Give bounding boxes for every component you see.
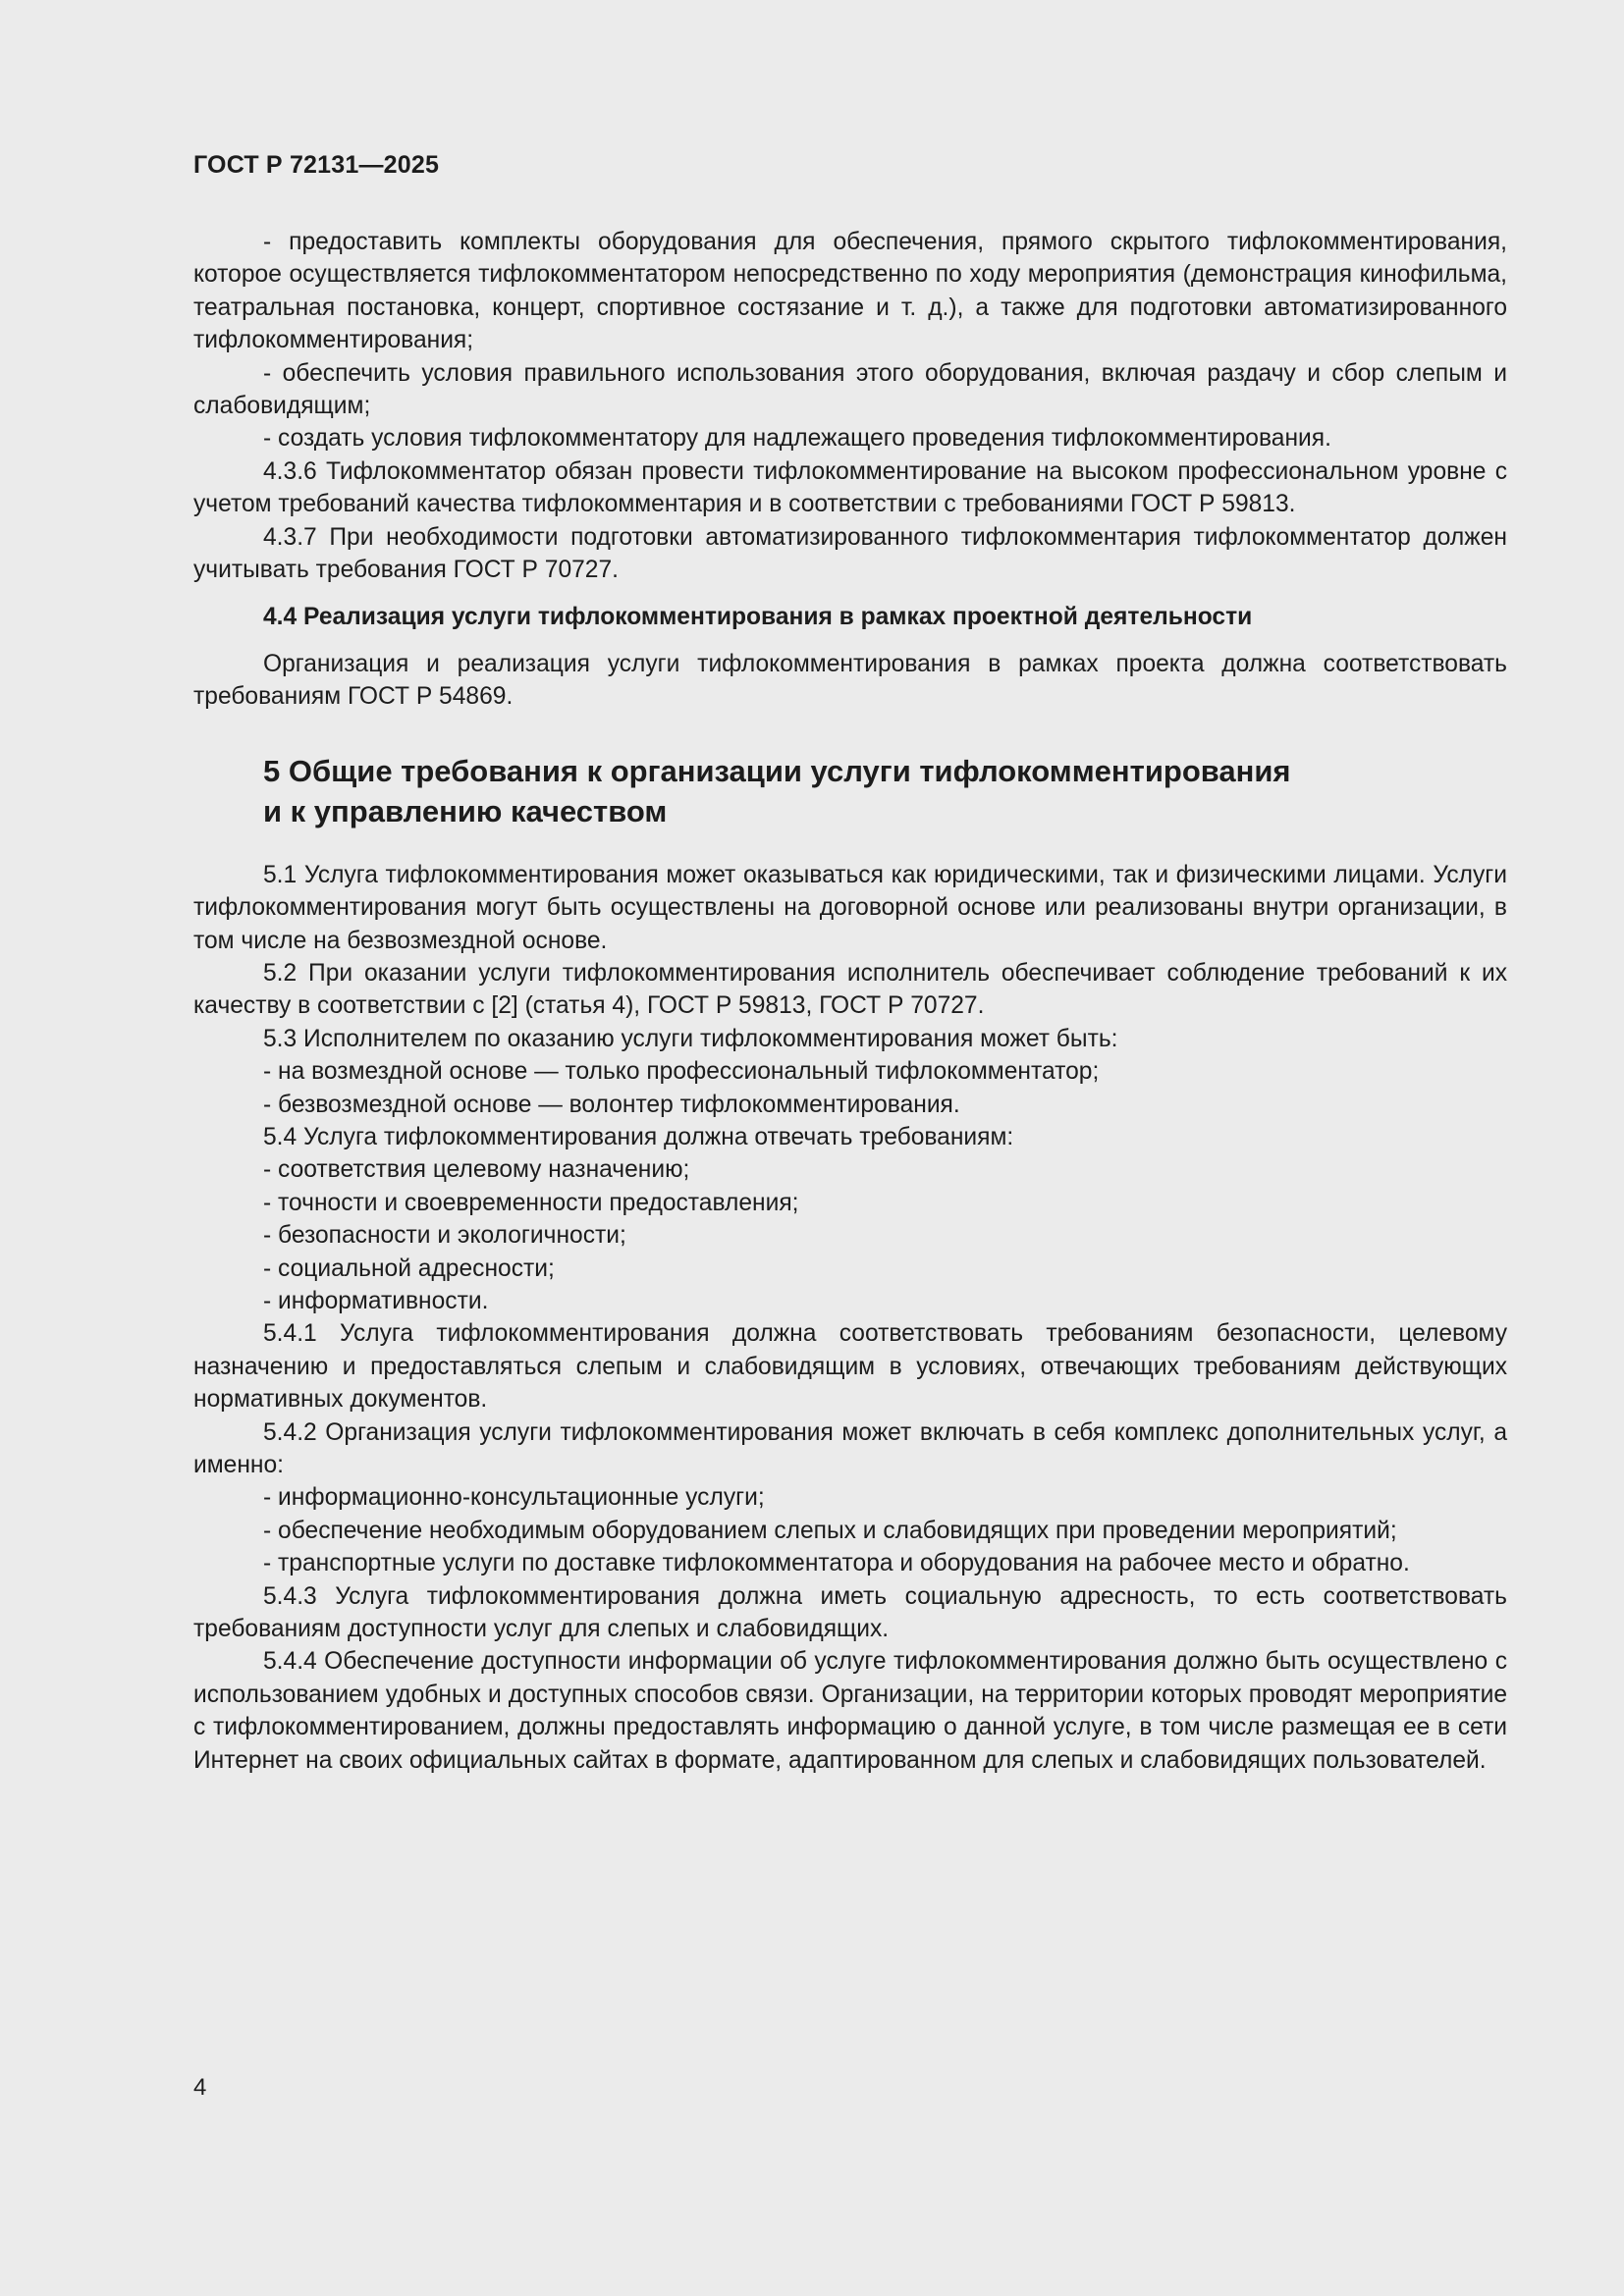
subsection-heading-4-4: 4.4 Реализация услуги тифлокомментирования в рамках проектной деятельности bbox=[263, 604, 1253, 631]
list-item: - обеспечение необходимым оборудованием слепых и слабовидящих при проведении мероприятий; bbox=[263, 1517, 1397, 1544]
page-content bbox=[193, 226, 1507, 1777]
paragraph: 5.4.4 Обеспечение доступности информации об услуге тифлокомментирования должно быть осуществлено с использованием удобных и доступных способов связи. Организации, на территории которых проводят мероприятие с тифлокомментированием, должны предоставлять информацию о данной услуге, в том числе размещая ее в сети Интернет на своих официальных сайтах в формате, адаптированном для слепых и слабовидящих пользователей. bbox=[193, 1648, 1507, 1774]
paragraph: - предоставить комплекты оборудования для обеспечения, прямого скрытого тифлокомментирования, которое осуществляется тифлокомментатором непосредственно по ходу мероприятия (демонстрация кинофильма, театральная постановка, концерт, спортивное состязание и т. д.), а также для подготовки автоматизированного тифлокомментирования; bbox=[193, 229, 1507, 354]
paragraph: - обеспечить условия правильного использования этого оборудования, включая раздачу и сбор слепым и слабовидящим; bbox=[193, 359, 1507, 420]
section-heading-5 bbox=[263, 751, 1507, 831]
list-item: - информативности. bbox=[263, 1287, 489, 1314]
paragraph: 5.4.2 Организация услуги тифлокомментирования может включать в себя комплекс дополнительных услуг, а именно: bbox=[193, 1418, 1507, 1478]
list-item: - безвозмездной основе — волонтер тифлокомментирования. bbox=[263, 1091, 960, 1118]
list-item: - безопасности и экологичности; bbox=[263, 1222, 626, 1250]
section-heading-line: 5 Общие требования к организации услуги тифлокомментирования bbox=[263, 753, 1291, 788]
list-item: - на возмездной основе — только профессиональный тифлокомментатор; bbox=[263, 1058, 1100, 1086]
paragraph: 5.4.1 Услуга тифлокомментирования должна соответствовать требованиям безопасности, целевому назначению и предоставляться слепым и слабовидящим в условиях, отвечающих требованиям действующих нормативных документов. bbox=[193, 1320, 1507, 1414]
paragraph: 5.3 Исполнителем по оказанию услуги тифлокомментирования может быть: bbox=[263, 1025, 1118, 1052]
list-item: - соответствия целевому назначению; bbox=[263, 1156, 690, 1184]
page-number: 4 bbox=[193, 2074, 207, 2101]
list-item: - точности и своевременности предоставления; bbox=[263, 1189, 799, 1216]
paragraph: Организация и реализация услуги тифлокомментирования в рамках проекта должна соответствовать требованиям ГОСТ Р 54869. bbox=[193, 650, 1507, 711]
list-item: - информационно-консультационные услуги; bbox=[263, 1484, 765, 1512]
document-header: ГОСТ Р 72131—2025 bbox=[193, 151, 440, 179]
paragraph: 4.3.6 Тифлокомментатор обязан провести тифлокомментирование на высоком профессиональном уровне с учетом требований качества тифлокомментария и в соответствии с требованиями ГОСТ Р 59813. bbox=[193, 457, 1507, 518]
list-item: - транспортные услуги по доставке тифлокомментатора и оборудования на рабочее место и обратно. bbox=[263, 1550, 1410, 1577]
paragraph: 5.4.3 Услуга тифлокомментирования должна иметь социальную адресность, то есть соответствовать требованиям доступности услуг для слепых и слабовидящих. bbox=[193, 1582, 1507, 1643]
section-heading-line: и к управлению качеством bbox=[263, 793, 668, 828]
paragraph: 5.1 Услуга тифлокомментирования может оказываться как юридическими, так и физическими лицами. Услуги тифлокомментирования могут быть осуществлены на договорной основе или реализованы внутри организации, в том числе на безвозмездной основе. bbox=[193, 861, 1507, 954]
paragraph: - создать условия тифлокомментатору для надлежащего проведения тифлокомментирования. bbox=[263, 425, 1331, 453]
paragraph: 4.3.7 При необходимости подготовки автоматизированного тифлокомментария тифлокомментатор должен учитывать требования ГОСТ Р 70727. bbox=[193, 523, 1507, 584]
paragraph: 5.4 Услуга тифлокомментирования должна отвечать требованиям: bbox=[263, 1123, 1014, 1150]
list-item: - социальной адресности; bbox=[263, 1255, 555, 1282]
paragraph: 5.2 При оказании услуги тифлокомментирования исполнитель обеспечивает соблюдение требований к их качеству в соответствии с [2] (статья 4), ГОСТ Р 59813, ГОСТ Р 70727. bbox=[193, 959, 1507, 1020]
